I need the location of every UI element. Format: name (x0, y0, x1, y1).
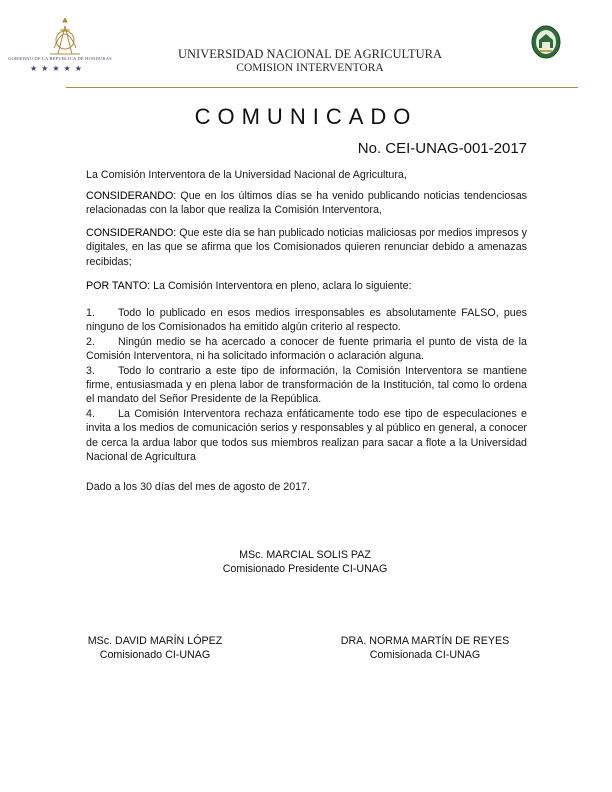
stars-icon: ★★★★★ (30, 64, 86, 73)
signature-main-name: MSc. MARCIAL SOLIS PAZ (239, 549, 371, 561)
portanto-text: La Comisión Interventora en pleno, aclara lo siguiente: (150, 280, 412, 292)
document-title: COMUNICADO (194, 104, 418, 129)
list-item-number: 1. (86, 307, 95, 319)
date-line (86, 480, 527, 494)
list-item-text: Todo lo contrario a este tipo de información, la Comisión Interventora se mantiene firme, entusiasmada y en plena labor de transformación de la Institución, tal como lo ordena el mandato del Señor Presidente de la República. (86, 364, 527, 406)
left-emblem-legend: GOBIERNO DE LA REPUBLICA DE HONDURAS (8, 56, 112, 61)
unag-seal-icon (530, 24, 562, 60)
list-item (86, 407, 527, 465)
unit-name: COMISION INTERVENTORA (236, 62, 384, 74)
considerando-1-text: : Que en los últimos días se ha venido publicando noticias tendenciosas relacionadas con la labor que realiza la Comisión Interventora, (86, 190, 527, 217)
header-divider (66, 87, 578, 88)
reference-number: No. CEI-UNAG-001-2017 (357, 140, 527, 157)
list-item (86, 306, 527, 335)
list-item-number: 4. (86, 407, 95, 420)
intro-paragraph (86, 168, 527, 182)
portanto-paragraph (86, 279, 527, 293)
list-item-number: 2. (86, 335, 95, 348)
numbered-list (86, 306, 527, 464)
signature-right (325, 634, 525, 662)
list-item-text: La Comisión Interventora rechaza enfáticamente todo ese tipo de especulaciones e invita a los medios de comunicación serios y responsables y al público en general, a conocer de cerca la ardua labor que todos sus miembros realizan para sacar a flote a la Universidad Nacional de Agricultura (86, 407, 527, 464)
signature-left (70, 634, 240, 662)
signature-left-name: MSc. DAVID MARÍN LÓPEZ (87, 635, 223, 647)
list-item-text: Todo lo publicado en esos medios irresponsables es absolutamente FALSO, pues ninguno de los Comisionados ha emitido algún criterio al respecto. (86, 307, 527, 334)
list-item-text: Ningún medio se ha acercado a conocer de fuente primaria el punto de vista de la Comisión Interventora, ni ha solicitado información o aclaración alguna. (86, 335, 527, 363)
list-item (86, 364, 527, 407)
signature-right-name: DRA. NORMA MARTÍN DE REYES (340, 635, 510, 647)
institution-name: UNIVERSIDAD NACIONAL DE AGRICULTURA (177, 47, 442, 61)
considerando-2-text: Que este día se han publicado noticias maliciosas por medios impresos y digitales, en las que se afirma que los Comisionados quieren renunciar debido a amenazas recibidas; (86, 227, 527, 268)
considerando-1-paragraph (86, 189, 527, 218)
list-item-number: 3. (86, 364, 95, 377)
portanto-label: POR TANTO: (86, 280, 151, 292)
signature-left-role: Comisionado CI-UNAG (99, 649, 211, 661)
considerando-1-label: CONSIDERANDO (86, 190, 174, 202)
considerando-2-paragraph (86, 226, 527, 269)
signature-main-role: Comisionado Presidente CI-UNAG (222, 563, 388, 575)
date-text: Dado a los 30 días del mes de agosto de 2017. (86, 481, 310, 493)
considerando-2-label: CONSIDERANDO: (86, 227, 177, 239)
signature-right-role: Comisionada CI-UNAG (369, 649, 481, 661)
intro-text: La Comisión Interventora de la Universidad Nacional de Agricultura, (86, 169, 407, 181)
signature-main (200, 548, 410, 576)
list-item (86, 335, 527, 364)
